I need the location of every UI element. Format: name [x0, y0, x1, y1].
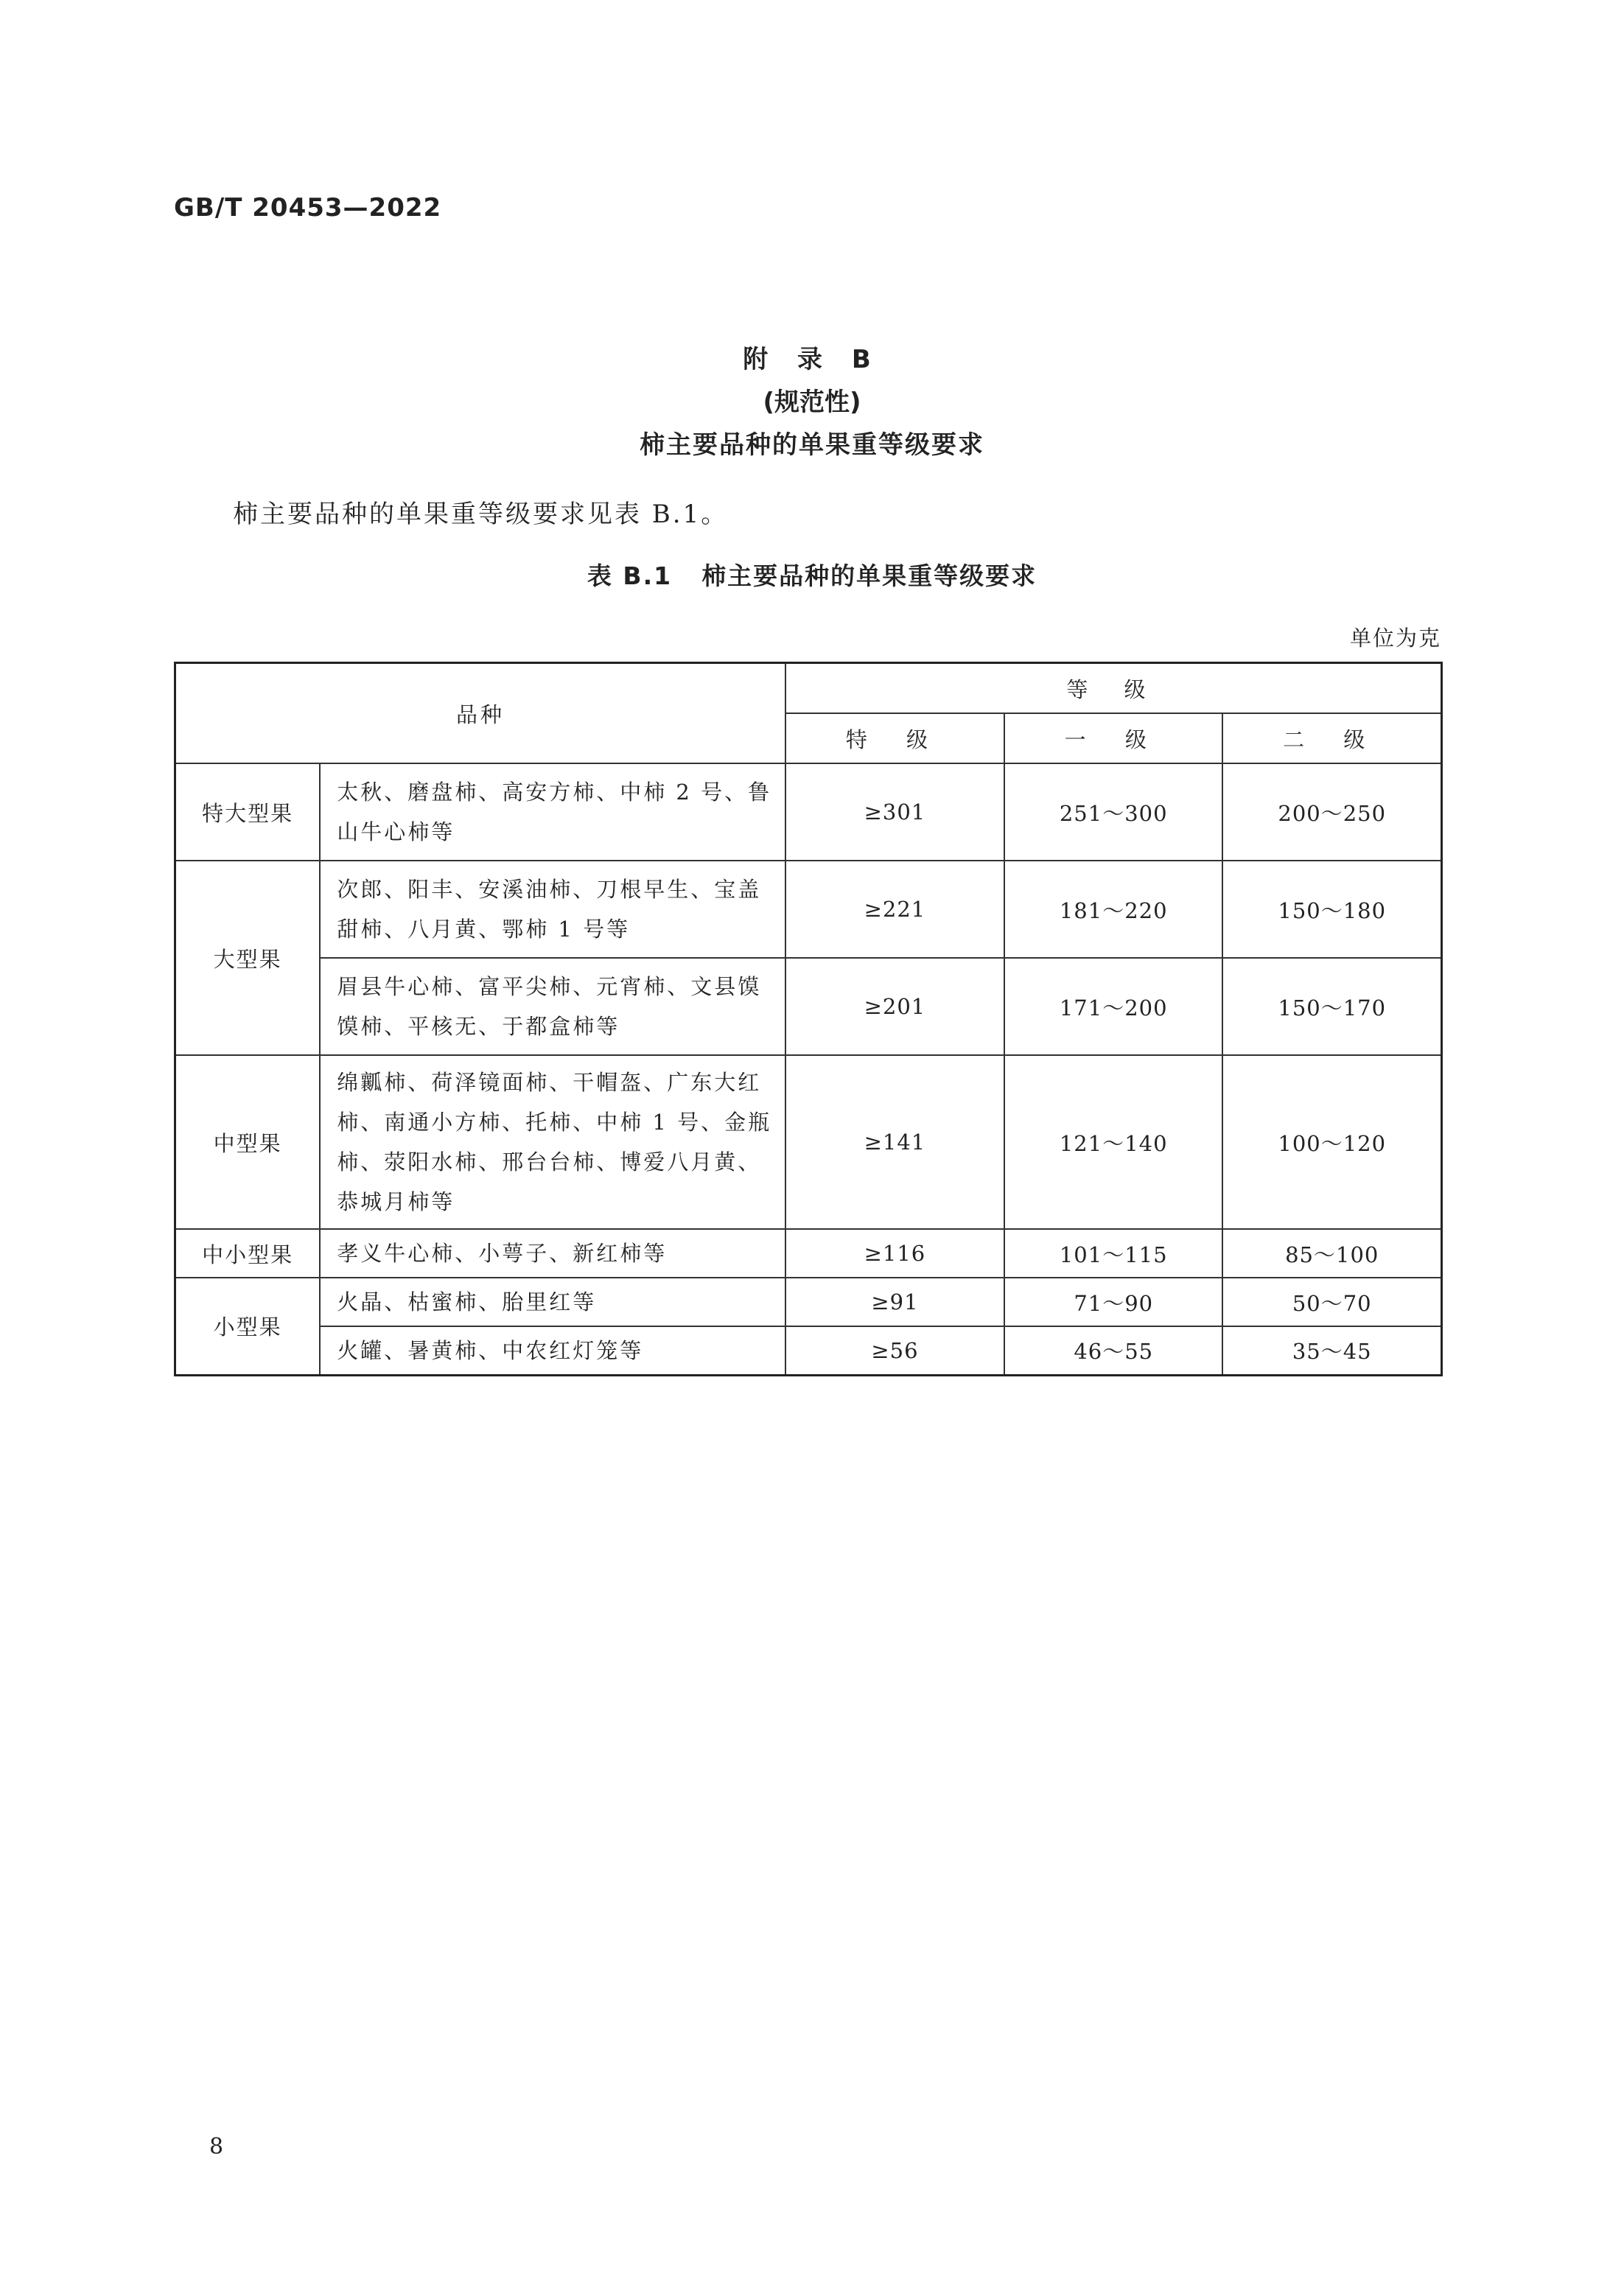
header-special-grade: 特 级	[785, 713, 1004, 763]
header-first-grade: 一 级	[1004, 713, 1223, 763]
second-grade-cell: 100～120	[1222, 1055, 1441, 1229]
annex-type: (规范性)	[763, 388, 861, 417]
table-row	[175, 958, 1442, 1055]
annex-title: 附 录 B	[743, 345, 881, 374]
table-caption	[0, 557, 1624, 592]
category-cell: 大型果	[175, 861, 321, 1055]
unit-note: 单位为克	[1349, 626, 1441, 651]
first-grade-cell: 71～90	[1004, 1278, 1223, 1326]
table-row	[175, 1326, 1442, 1375]
standard-code: GB/T 20453—2022	[174, 193, 442, 223]
second-grade-cell: 35～45	[1222, 1326, 1441, 1375]
page-number: 8	[209, 2134, 224, 2160]
variety-cell: 次郎、阳丰、安溪油柿、刀根早生、宝盖甜柿、八月黄、鄂柿 1 号等	[320, 861, 785, 958]
variety-cell: 绵瓤柿、荷泽镜面柿、干帽盔、广东大红柿、南通小方柿、托柿、中柿 1 号、金瓶柿、荥阳水柿、邢台台柿、博爱八月黄、恭城月柿等	[320, 1055, 785, 1229]
variety-cell: 太秋、磨盘柿、高安方柿、中柿 2 号、鲁山牛心柿等	[320, 763, 785, 861]
category-cell: 特大型果	[175, 763, 321, 861]
header-variety: 品种	[175, 663, 785, 764]
table-caption-label: 表 B.1	[587, 561, 673, 590]
table-row	[175, 1055, 1442, 1229]
second-grade-cell: 150～170	[1222, 958, 1441, 1055]
category-cell: 小型果	[175, 1278, 321, 1375]
table-row	[175, 763, 1442, 861]
variety-cell: 孝义牛心柿、小萼子、新红柿等	[320, 1229, 785, 1278]
special-grade-cell: ≥116	[785, 1229, 1004, 1278]
special-grade-cell: ≥221	[785, 861, 1004, 958]
first-grade-cell: 251～300	[1004, 763, 1223, 861]
category-cell: 中小型果	[175, 1229, 321, 1278]
first-grade-cell: 46～55	[1004, 1326, 1223, 1375]
variety-cell: 火晶、枯蜜柿、胎里红等	[320, 1278, 785, 1326]
special-grade-cell: ≥301	[785, 763, 1004, 861]
first-grade-cell: 101～115	[1004, 1229, 1223, 1278]
variety-cell: 眉县牛心柿、富平尖柿、元宵柿、文县馍馍柿、平核无、于都盒柿等	[320, 958, 785, 1055]
header-second-grade: 二 级	[1222, 713, 1441, 763]
intro-paragraph: 柿主要品种的单果重等级要求见表 B.1。	[233, 500, 729, 529]
special-grade-cell: ≥91	[785, 1278, 1004, 1326]
special-grade-cell: ≥56	[785, 1326, 1004, 1375]
first-grade-cell: 121～140	[1004, 1055, 1223, 1229]
second-grade-cell: 50～70	[1222, 1278, 1441, 1326]
table-row	[175, 861, 1442, 958]
table-row	[175, 1229, 1442, 1278]
table-row	[175, 1278, 1442, 1326]
header-grade: 等 级	[785, 663, 1442, 714]
table-caption-title: 柿主要品种的单果重等级要求	[701, 561, 1037, 590]
annex-subject: 柿主要品种的单果重等级要求	[640, 430, 984, 460]
special-grade-cell: ≥201	[785, 958, 1004, 1055]
second-grade-cell: 200～250	[1222, 763, 1441, 861]
table-header-row	[175, 663, 1442, 714]
grade-table	[174, 662, 1443, 1376]
first-grade-cell: 181～220	[1004, 861, 1223, 958]
special-grade-cell: ≥141	[785, 1055, 1004, 1229]
second-grade-cell: 150～180	[1222, 861, 1441, 958]
variety-cell: 火罐、暑黄柿、中农红灯笼等	[320, 1326, 785, 1375]
second-grade-cell: 85～100	[1222, 1229, 1441, 1278]
first-grade-cell: 171～200	[1004, 958, 1223, 1055]
category-cell: 中型果	[175, 1055, 321, 1229]
